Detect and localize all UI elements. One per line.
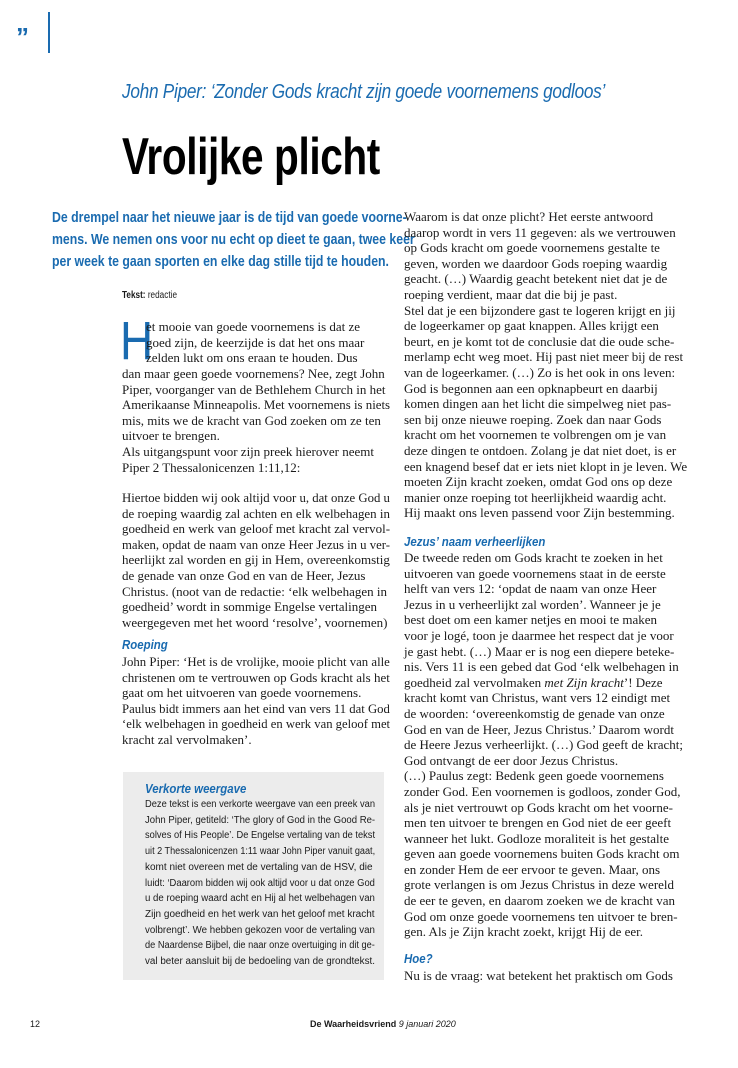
text-line: geacht. (…) Waardig geacht betekent niet dat je de bbox=[404, 271, 668, 287]
text-line: heerlijkt zal worden en gij in Hem, overeenkomstig bbox=[122, 552, 390, 568]
lead-line: per week te gaan sporten en elke dag stille tijd te houden. bbox=[52, 253, 389, 270]
text-line: daarop wordt in vers 11 gegeven: als we vertrouwen bbox=[404, 224, 676, 240]
text-line: (…) Paulus zegt: Bedenk geen goede voornemens bbox=[404, 768, 664, 784]
divider bbox=[48, 12, 50, 53]
text-line: Waarom is dat onze plicht? Het eerste antwoord bbox=[404, 209, 654, 224]
text-line: roeping verdient, maar dat die bij je past. bbox=[404, 286, 618, 302]
text-line: grote verlangen is om Jezus Christus in deze wereld bbox=[404, 877, 675, 893]
text-line: goedheid’ wordt in sommige Engelse vertalingen bbox=[122, 599, 377, 615]
text-line: wanneer het lukt. Godloze moraliteit is het gestalte bbox=[404, 830, 669, 846]
footer-publication bbox=[310, 1019, 456, 1030]
text-line: maken, opdat de naam van onze Heer Jezus in u ver- bbox=[122, 536, 390, 552]
right-paragraph-3 bbox=[404, 968, 673, 984]
text-line: deze dingen te ontdoen. Zolang je dat niet doet, is er bbox=[404, 442, 677, 458]
text-line: moeten Zijn kracht zoeken, omdat God ons op deze bbox=[404, 474, 673, 490]
text-line: zelden lukt om ons eraan te houden. Dus bbox=[146, 350, 358, 366]
byline-label: Tekst: bbox=[122, 290, 146, 301]
text-line: uitvoer te brengen. bbox=[122, 428, 220, 444]
text-line: God ontvangt de eer door Jezus Christus. bbox=[404, 752, 619, 768]
text-line: John Piper, getiteld: ‘The glory of God in the Good Re- bbox=[145, 814, 376, 826]
text-line: best doet om een kamer netjes en mooi te maken bbox=[404, 612, 658, 628]
text-line: gaat om het uitvoeren van goede voornemens. bbox=[122, 685, 362, 701]
text-line: Christus. (noot van de redactie: ‘elk welbehagen in bbox=[122, 583, 387, 599]
lead-paragraph bbox=[52, 207, 415, 273]
text-segment: goedheid zal vervolmaken bbox=[404, 674, 545, 690]
text-line: merlamp echt weg moet. Hij past niet meer bij de rest bbox=[404, 349, 684, 365]
text-line: beurt, en je komt tot de conclusie dat die oude sche- bbox=[404, 333, 675, 349]
text-line bbox=[404, 675, 662, 691]
page-title: Vrolijke plicht bbox=[122, 128, 380, 186]
text-line: en zonder Hem de eer ervoor te geven. Maar, ons bbox=[404, 861, 661, 877]
intro-indented bbox=[146, 319, 364, 366]
text-line: voor je logé, toon je daarmee het respect dat je voor bbox=[404, 627, 674, 643]
drop-cap: H bbox=[120, 311, 154, 371]
section-heading-jezus: Jezus’ naam verheerlijken bbox=[404, 534, 546, 549]
page-number: 12 bbox=[30, 1019, 41, 1029]
roeping-paragraph bbox=[122, 654, 398, 748]
text-line: God om onze goede voornemens ten uitvoer te bren- bbox=[404, 908, 678, 924]
text-line: luidt: ‘Daarom bidden wij ook altijd voor u dat onze God bbox=[145, 877, 375, 889]
text-line: Deze tekst is een verkorte weergave van een preek van bbox=[145, 799, 376, 810]
text-line: Zijn goedheid en het werk van het geloof met kracht bbox=[145, 908, 375, 920]
text-line: sen bij onze nieuwe roeping. Zoek dan naar Gods bbox=[404, 411, 662, 427]
text-line: Als uitgangspunt voor zijn preek hierover neemt bbox=[122, 443, 374, 459]
text-line: De tweede reden om Gods kracht te zoeken in het bbox=[404, 550, 663, 565]
text-line: een knagend besef dat er iets niet klopt in je leven. We bbox=[404, 458, 688, 474]
text-line: de Heere Jezus verheerlijkt. (…) God geeft de kracht; bbox=[404, 737, 684, 753]
text-line: geven, worden we daardoor Gods roeping waardig bbox=[404, 255, 668, 271]
publication-date: 9 januari 2020 bbox=[396, 1019, 456, 1029]
text-line: mis, mits we de kracht van God zoeken om ze ten bbox=[122, 412, 381, 428]
text-line: et mooie van goede voornemens is dat ze bbox=[146, 319, 361, 334]
text-line: komen dingen aan het licht die simpelweg niet pas- bbox=[404, 396, 672, 412]
lead-line: mens. We nemen ons voor nu echt op dieet te gaan, twee keer bbox=[52, 231, 415, 248]
text-line: uit 2 Thessalonicenzen 1:11 waar John Piper vanuit gaat, bbox=[145, 846, 376, 858]
box-heading: Verkorte weergave bbox=[145, 781, 247, 796]
text-line: kracht komt van Christus, want vers 12 eindigt met bbox=[404, 690, 671, 706]
text-line: nis. Vers 11 is een gebed dat God ‘elk welbehagen in bbox=[404, 659, 679, 675]
text-line: helft van vers 12: ‘opdat de naam van onze Heer bbox=[404, 581, 657, 597]
text-line: geven aan goede voornemens buiten Gods kracht om bbox=[404, 846, 680, 862]
text-line: als je niet vertrouwt op Gods kracht om het voorne- bbox=[404, 799, 673, 815]
text-line: uitvoeren van goede voornemens staat in de eerste bbox=[404, 565, 666, 581]
text-line: God en van de Heer, Jezus Christus.’ Daarom wordt bbox=[404, 721, 674, 737]
verse-quote bbox=[122, 490, 396, 630]
text-line: men ten uitvoer te brengen en God niet de eer geeft bbox=[404, 815, 672, 831]
text-line: Paulus bidt immers aan het eind van vers 11 dat God bbox=[122, 700, 390, 716]
text-line: Jezus in u verheerlijkt zal worden’. Wanneer je je bbox=[404, 596, 661, 612]
text-line: de Naardense Bijbel, die naar onze overtuiging in dit ge- bbox=[145, 940, 375, 952]
text-line: Hij maakt ons leven passend voor Zijn bestemming. bbox=[404, 505, 675, 521]
text-line: dan maar geen goede voornemens? Nee, zegt John bbox=[122, 366, 385, 381]
text-line: weergegeven met het woord ‘resolve’, voornemen) bbox=[122, 614, 388, 630]
intro-paragraph bbox=[122, 366, 393, 475]
text-line: van de logeerkamer. (…) Zo is het ook in ons leven: bbox=[404, 364, 676, 380]
text-line: volbrengt’. We hebben gekozen voor de vertaling van bbox=[145, 924, 375, 936]
text-line: God is begonnen aan een opknapbeurt en daarbij bbox=[404, 380, 658, 396]
text-line: de roeping waardig zal achten en elk welbehagen in bbox=[122, 505, 390, 521]
publication-name: De Waarheidsvriend bbox=[310, 1019, 397, 1029]
emphasis: met Zijn kracht bbox=[544, 674, 624, 690]
text-line: gen. Als je Zijn kracht zoekt, krijgt Hij de eer. bbox=[404, 924, 643, 940]
text-line: manier onze roeping tot heerlijkheid waardig acht. bbox=[404, 489, 667, 505]
section-heading-hoe: Hoe? bbox=[404, 951, 433, 966]
text-line: Amerikaanse Minneapolis. Met voornemens is niets bbox=[122, 397, 391, 413]
text-line: Piper, voorganger van de Bethlehem Church in het bbox=[122, 381, 386, 397]
right-paragraph-1 bbox=[404, 209, 687, 521]
text-line: ‘elk welbehagen in goedheid en werk van geloof met bbox=[122, 716, 391, 732]
text-line: de eer te geven, en daarom zoeken we de kracht van bbox=[404, 893, 676, 909]
text-line: op Gods kracht om goede voornemens gestalte te bbox=[404, 240, 660, 256]
right-paragraph-2 bbox=[404, 550, 683, 940]
text-line: christenen om te vertrouwen op Gods kracht als het bbox=[122, 669, 390, 685]
text-line: Piper 2 Thessalonicenzen 1:11,12: bbox=[122, 459, 301, 475]
byline bbox=[122, 290, 177, 302]
text-line: kracht zal vervolmaken’. bbox=[122, 731, 252, 747]
text-line: de genade van onze God en van de Heer, Jezus bbox=[122, 567, 366, 583]
text-line: goed zijn, de keerzijde is dat het ons maar bbox=[146, 334, 365, 350]
text-line: kracht om het voornemen te volbrengen om je van bbox=[404, 427, 667, 443]
text-line: de logeerkamer op gaat knappen. Alles krijgt een bbox=[404, 318, 659, 334]
text-line: zonder God. Een voornemen is godloos, zonder God, bbox=[404, 783, 681, 799]
text-line: de woorden: ‘overeenkomstig de genade van onze bbox=[404, 705, 665, 721]
text-line: John Piper: ‘Het is de vrolijke, mooie plicht van alle bbox=[122, 654, 390, 669]
text-line: komt niet overeen met de vertaling van de HSV, die bbox=[145, 861, 373, 873]
text-line: Stel dat je een bijzondere gast te logeren krijgt en jij bbox=[404, 302, 676, 318]
quote-icon: ” bbox=[16, 22, 29, 52]
text-line: goedheid en werk van geloof met kracht zal vervol- bbox=[122, 521, 391, 537]
text-line: val beter aansluit bij de bedoeling van de grondtekst. bbox=[145, 956, 375, 968]
section-heading-roeping: Roeping bbox=[122, 637, 168, 652]
box-text bbox=[145, 797, 398, 970]
text-line: u de roeping waard acht en Hij al het welbehagen van bbox=[145, 893, 375, 905]
text-segment: ’! Deze bbox=[623, 674, 663, 690]
text-line: Nu is de vraag: wat betekent het praktisch om Gods bbox=[404, 968, 673, 983]
text-line: Hiertoe bidden wij ook altijd voor u, dat onze God u bbox=[122, 490, 390, 505]
lead-line: De drempel naar het nieuwe jaar is de tijd van goede voorne- bbox=[52, 209, 407, 226]
text-line: solves of His People’. De Engelse vertaling van de tekst bbox=[145, 830, 376, 842]
text-line: je gast hebt. (…) Maar er is nog een diepere beteke- bbox=[404, 643, 675, 659]
kicker: John Piper: ‘Zonder Gods kracht zijn goede voornemens godloos’ bbox=[122, 81, 606, 103]
byline-author: redactie bbox=[145, 290, 178, 301]
